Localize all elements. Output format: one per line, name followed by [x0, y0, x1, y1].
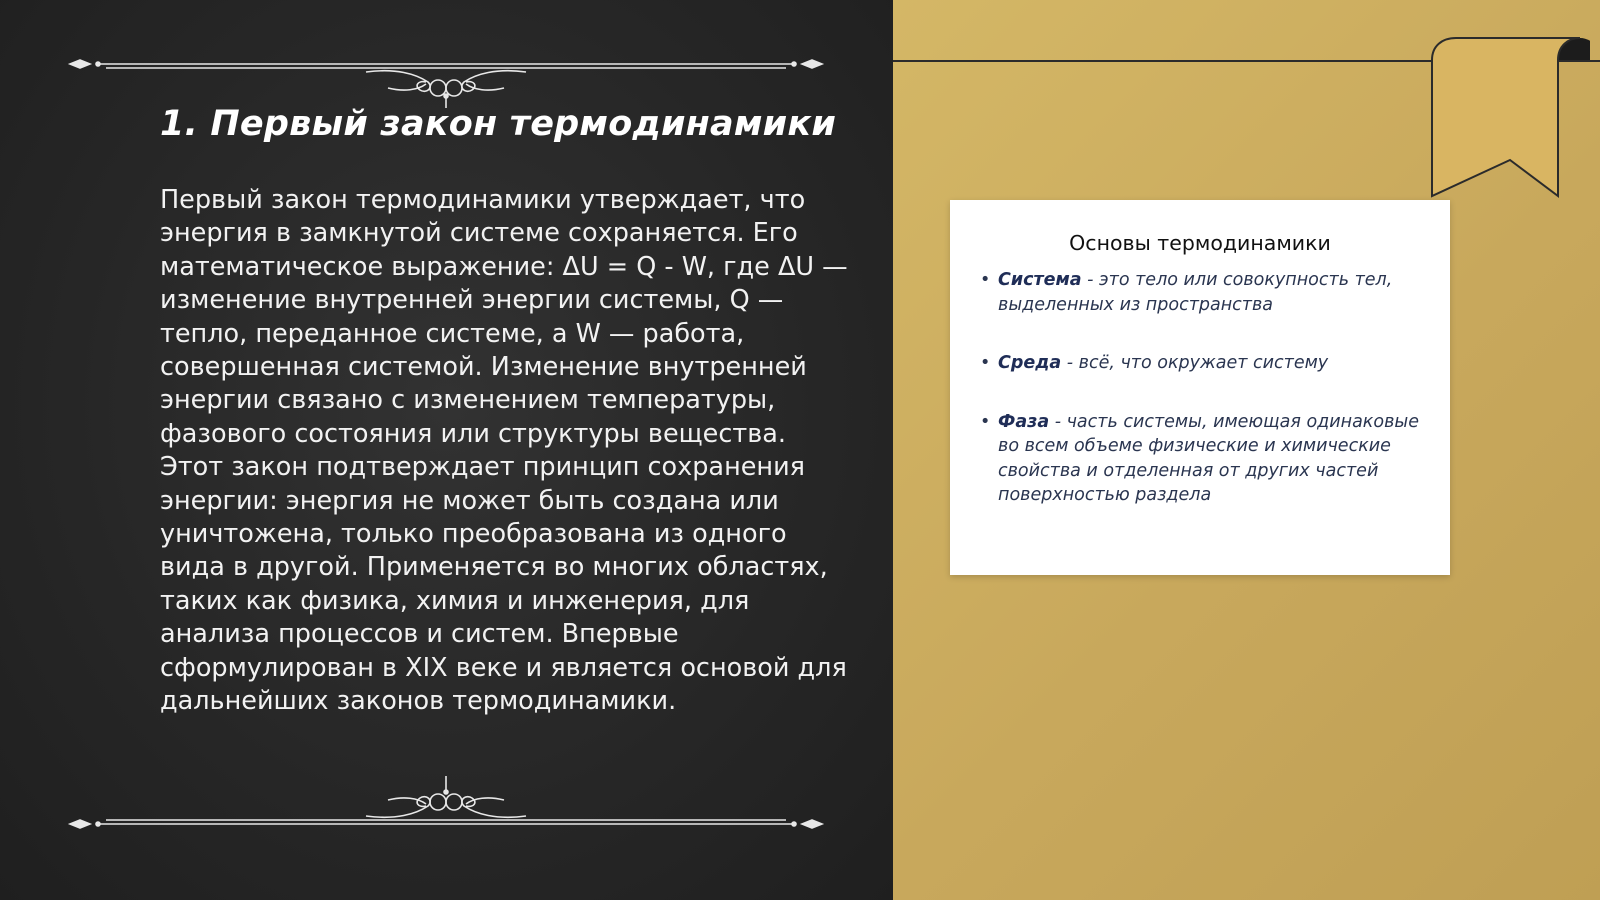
- definitions-card: [950, 200, 1450, 575]
- term-definition: - всё, что окружает систему: [1061, 353, 1329, 373]
- term-label: Система: [998, 270, 1082, 290]
- term-definition: - это тело или совокупность тел, выделенных из пространства: [998, 270, 1393, 315]
- flourish-divider-icon: [66, 48, 826, 108]
- card-title: Основы термодинамики: [1069, 231, 1331, 255]
- list-item-environment: [980, 351, 1420, 376]
- list-item-system: [980, 268, 1420, 317]
- bullet-icon: •: [980, 353, 991, 373]
- flourish-divider-icon: [66, 772, 826, 832]
- list-item-phase: [980, 410, 1420, 508]
- term-label: Фаза: [998, 411, 1050, 432]
- bullet-icon: •: [980, 411, 991, 432]
- bullet-icon: •: [980, 270, 991, 290]
- term-definition: - часть системы, имеющая одинаковые во всем объеме физические и химические свойства и отделенная от других частей поверхностью раздела: [998, 411, 1419, 505]
- definitions-list: [980, 268, 1420, 508]
- slide-body-text: Первый закон термодинамики утверждает, что энергия в замкнутой системе сохраняется. Его математическое выражение: ΔU = Q - W, где ΔU — изменение внутренней энергии системы, Q — тепло, переданное системе, а W — работа, совершенная системой. Изменение внутренней энергии связано с изменением температуры, фазового состояния или структуры вещества. Этот закон подтверждает принцип сохранения энергии: энергия не может быть создана или уничтожена, только преобразована из одного вида в другой. Применяется во многих областях, таких как физика, химия и инженерия, для анализа процессов и систем. Впервые сформулирован в XIX веке и является основой для дальнейших законов термодинамики.: [160, 185, 848, 717]
- bookmark-ribbon-icon: [1430, 36, 1590, 200]
- slide-title: 1. Первый закон термодинамики: [160, 104, 837, 144]
- term-label: Среда: [998, 353, 1062, 373]
